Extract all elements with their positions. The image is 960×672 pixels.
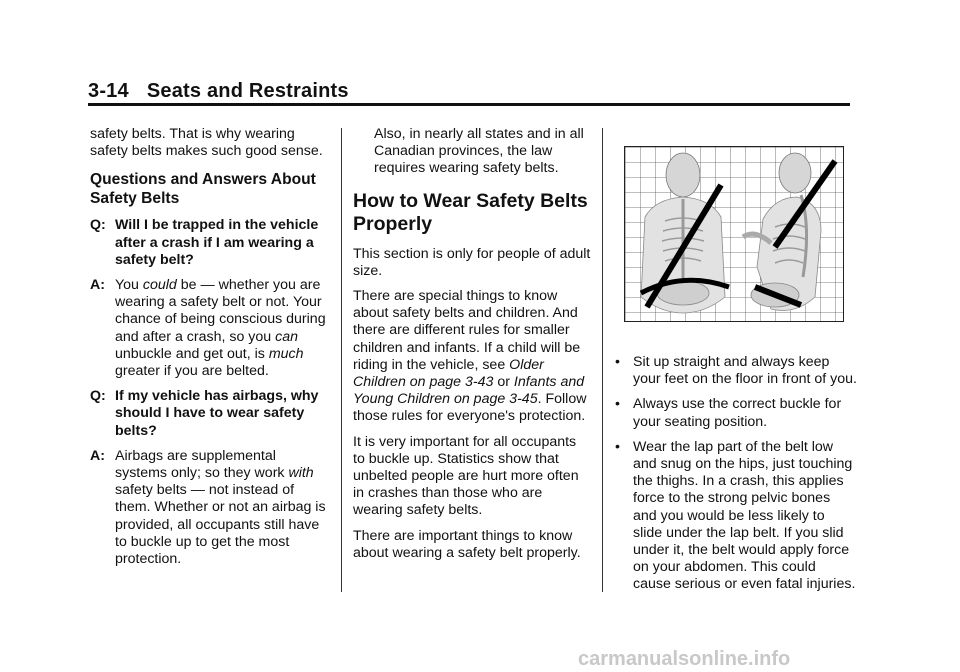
- list-item: • Always use the correct buckle for your seating position.: [615, 396, 842, 430]
- question-text: Will I be trapped in the vehicle after a crash if I am wearing a safety belt?: [115, 217, 319, 268]
- bullet-list: [612, 354, 857, 594]
- figure: [612, 146, 857, 354]
- page-number: 3-14: [88, 80, 129, 102]
- answer-1: [90, 277, 330, 380]
- page-header: [88, 80, 349, 103]
- watermark: carmanualsonline.info: [578, 648, 791, 670]
- question-text: If my vehicle has airbags, why should I have to wear safety belts?: [115, 388, 319, 439]
- answer-text: Airbags are supplemental systems only; so they work with safety belts — not instead of them. Whether or not an airbag is provided, all occupants still have to buckle up to get the most protection.: [115, 447, 326, 568]
- answer-label: A:: [90, 277, 105, 294]
- column-2: [353, 126, 591, 570]
- cross-reference-link[interactable]: Infants and Young Children on page 3-45: [353, 374, 585, 408]
- cross-reference-link[interactable]: Older Children on page 3-43: [353, 356, 544, 391]
- paragraph: It is very important for all occupants to buckle up. Statistics show that unbelted people are hurt more often in crashes than those who are wearing safety belts.: [353, 433, 579, 519]
- paragraph: There are important things to know about wearing a safety belt properly.: [353, 527, 581, 561]
- answer-text: You could be — whether you are wearing a safety belt or not. Your chance of being conscious during and after a crash, so you can unbuckle and get out, is much greater if you are belted.: [115, 277, 326, 380]
- paragraph: This section is only for people of adult size.: [353, 245, 591, 279]
- intro-paragraph: safety belts. That is why wearing safety belts makes such good sense.: [90, 126, 323, 160]
- answer-label: A:: [90, 447, 105, 464]
- list-item: • Wear the lap part of the belt low and snug on the hips, just touching the thighs. In a crash, this applies force to the strong pelvic bones and you would be less likely to slide under the lap belt. If you slid under it, the belt would apply force on your abdomen. This could cause serious or even fatal injuries.: [615, 438, 856, 593]
- column-divider: [602, 128, 603, 592]
- question-label: Q:: [90, 217, 106, 234]
- qa-heading: Questions and Answers About Safety Belts: [90, 171, 316, 208]
- question-1: [90, 217, 330, 269]
- section-heading: How to Wear Safety Belts Properly: [353, 189, 588, 235]
- question-2: [90, 388, 330, 440]
- header-rule: [88, 103, 850, 106]
- paragraph: There are special things to know about safety belts and children. And there are different rules for smaller children and infants. If a child will be riding in the vehicle, see Older Children on page 3-43 or Infants and Young Children on page 3-45. Follow those rules for everyone's protection.: [353, 288, 587, 425]
- column-divider: [341, 128, 342, 592]
- answer-2: [90, 448, 330, 568]
- list-item: • Sit up straight and always keep your feet on the floor in front of you.: [615, 354, 857, 388]
- section-title: Seats and Restraints: [146, 80, 349, 102]
- column-1: [90, 126, 330, 576]
- column-3: [612, 126, 857, 602]
- question-label: Q:: [90, 388, 106, 405]
- continued-paragraph: Also, in nearly all states and in all Canadian provinces, the law requires wearing safety belts.: [374, 126, 584, 177]
- safety-belt-skeleton-illustration: [624, 146, 844, 322]
